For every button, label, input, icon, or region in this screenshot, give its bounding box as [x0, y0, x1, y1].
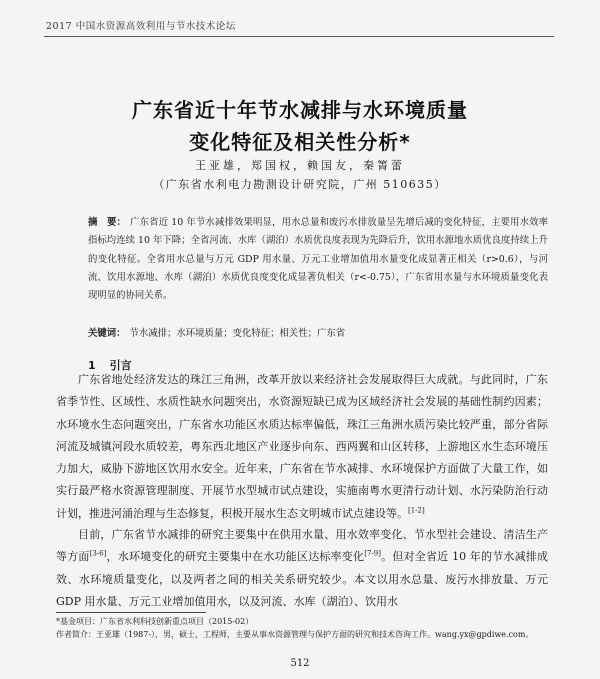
abstract-label: 摘 要：: [88, 217, 127, 228]
para2-text-b: ，水环境变化的研究主要集中在水功能区达标率变化: [106, 550, 365, 564]
citation: [7-9]: [364, 549, 381, 558]
footnote-author: 作者简介：王亚雄（1987-），男，硕士，工程师，主要从事水资源管理与保护方面的研究和技术咨询工作。wang.yx@gpdiwe.com。: [56, 630, 534, 639]
para2-text-a: 目前，广东省节水减排的研究主要集中在供用水量、用水效率变化、节水型社会建设、清洁生产等方面: [56, 528, 548, 564]
abstract-text: 广东省近 10 年节水减排效果明显，用水总量和废污水排放量呈先增后减的变化特征，主要用水效率指标均连续 10 年下降；全省河流、水库（湖泊）水质优良度表现为先降后升，饮用水源地水质优良度持续上升的变化特征。全省用水总量与万元 GDP 用水量、万元工业增加值用水量变化成显著正相关（r>0.6），与河流、饮用水源地、水库（湖泊）水质优良度变化成显著负相关（r<-0.75），广东省用水量与水环境质量变化表现明显的协同关系。: [88, 217, 548, 302]
body-paragraph-2: [56, 524, 548, 613]
section-number: 1: [88, 359, 96, 372]
title-line-1: 广东省近十年节水减排与水环境质量: [132, 98, 468, 122]
body-paragraph-1: [56, 369, 548, 525]
para1-text: 广东省地处经济发达的珠江三角洲，改革开放以来经济社会发展取得巨大成就。与此同时，广东省季节性、区域性、水质性缺水问题突出，水资源短缺已成为区域经济社会发展的基础性制约因素；水环境水生态问题突出，广东省水功能区水质达标率偏低，珠江三角洲水质污染比较严重，部分省际河流及城镇河段水质较差，粤东西北地区产业逐步向东、西两翼和山区转移，上游地区水生态环境压力加大，威胁下游地区饮用水安全。近年来，广东省在节水减排、水环境保护方面做了大量工作，如实行最严格水资源管理制度、开展节水型城市试点建设，实施南粤水更清行动计划、水污染防治行动计划，推进河涌治理与生态修复，积极开展水生态文明城市试点建设等。: [56, 373, 548, 520]
citation: [1-2]: [408, 506, 425, 515]
page-number: 512: [290, 658, 310, 669]
citation: [3-6]: [89, 549, 107, 558]
keywords: [88, 326, 548, 342]
keywords-text: 节水减排；水环境质量；变化特征；相关性；广东省: [129, 328, 346, 339]
section-title: 引言: [109, 359, 132, 372]
authors: 王亚雄，郑国权，赖国友，秦箐蕾: [195, 159, 405, 172]
affiliation: （广东省水利电力勘测设计研究院，广州 510635）: [153, 178, 447, 191]
header-rule: [44, 36, 554, 37]
footnote-rule: [56, 612, 206, 613]
title-line-2: 变化特征及相关性分析*: [189, 130, 411, 154]
running-head: 2017 中国水资源高效利用与节水技术论坛: [46, 21, 236, 32]
abstract: [88, 214, 548, 305]
footnote-fund: *基金项目：广东省水利科技创新重点项目（2015-02）: [56, 617, 254, 626]
para2-text-c: 。但对全省近 10 年的节水减排成效、水环境质量变化，以及两者之间的相关关系研究较少。本文以用水总量、废污水排放量、万元 GDP 用水量、万元工业增加值用水，以及河流、水库（湖泊）、饮用水: [56, 550, 548, 608]
footnotes: [56, 615, 556, 641]
keywords-label: 关键词：: [88, 328, 126, 339]
